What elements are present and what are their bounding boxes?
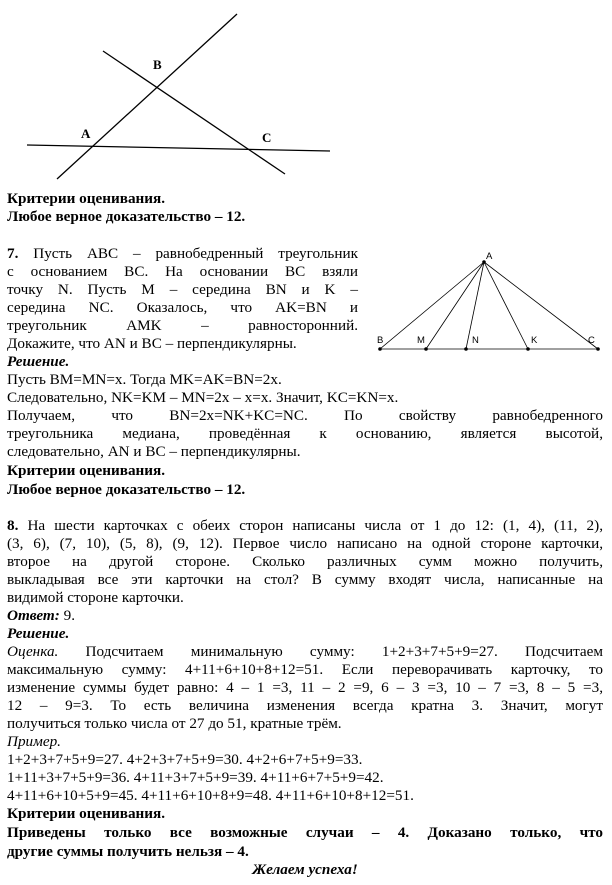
figure-triangle: [0, 245, 612, 365]
answer-label: Ответ:: [7, 607, 60, 624]
line-c: [27, 145, 330, 151]
figure-intersecting-lines: [0, 0, 612, 200]
answer-value: 9.: [59, 607, 75, 624]
criteria-text: Любое верное доказательство – 12.: [7, 481, 246, 498]
statement-line: (3, 6), (7, 10), (5, 8), (9, 12). Первое число написано на одной стороне карточки,: [7, 535, 603, 552]
solution-line: Получаем, что BN=2x=NK+KC=NC. По свойству равнобедренного: [7, 407, 603, 424]
example-line: 1+2+3+7+5+9=27. 4+2+3+7+5+9=30. 4+2+6+7+5+9=33.: [7, 751, 363, 768]
criteria-line: Приведены только все возможные случаи – 4. Доказано только, что: [7, 824, 603, 841]
statement-line: 7. Пусть ABC – равнобедренный треугольник: [7, 245, 358, 262]
label-m: M: [417, 335, 425, 346]
solution-title: Решение.: [7, 625, 70, 642]
label-a: A: [486, 251, 493, 262]
problem-number: 8.: [7, 517, 19, 534]
estimate-line: изменение суммы будет равно: 4 – 1 =3, 11 – 2 =9, 6 – 3 =3, 10 – 7 =3, 8 – 5 =3,: [7, 679, 603, 696]
closing-wish: Желаем успеха!: [252, 861, 358, 878]
label-b: B: [377, 335, 384, 346]
estimate-line: 12 – 9=3. То есть величина изменения всегда кратна 3. Значит, могут: [7, 697, 603, 714]
statement-line: выкладывая все эти карточки на стол? В сумму входят числа, написанные на: [7, 571, 603, 588]
point-label-c: C: [262, 130, 272, 145]
solution-line: Пусть BM=MN=x. Тогда MK=AK=BN=2x.: [7, 371, 282, 388]
statement-line: видимой стороне карточки.: [7, 589, 184, 606]
label-c: C: [588, 335, 595, 346]
statement-line: треугольник AMK – равносторонний.: [7, 317, 358, 334]
criteria-title: Критерии оценивания.: [7, 462, 166, 479]
point-n: [464, 347, 468, 351]
label-k: K: [531, 335, 538, 346]
estimate-label: Оценка.: [7, 643, 59, 660]
statement-line: с основанием BC. На основании BC взяли: [7, 263, 358, 280]
example-label: Пример.: [7, 733, 61, 750]
example-line: 1+11+3+7+5+9=36. 4+11+3+7+5+9=39. 4+11+6+7+5+9=42.: [7, 769, 384, 786]
problem-number: 7.: [7, 245, 19, 262]
label-n: N: [472, 335, 479, 346]
criteria-line: другие суммы получить нельзя – 4.: [7, 843, 249, 860]
point-b: [378, 347, 382, 351]
solution-line: следовательно, AN и BC – перпендикулярны.: [7, 443, 301, 460]
estimate-line: Оценка. Подсчитаем минимальную сумму: 1+2+3+7+5+9=27. Подсчитаем: [7, 643, 603, 660]
point-c: [596, 347, 600, 351]
side-ac: [484, 262, 598, 349]
criteria-title: Критерии оценивания.: [7, 190, 166, 207]
point-k: [526, 347, 530, 351]
solution-line: треугольника медиана, проведённая к основанию, является высотой,: [7, 425, 603, 442]
statement-line: второе на другой стороне. Сколько различных сумм можно получить,: [7, 553, 603, 570]
statement-line: Докажите, что AN и BC – перпендикулярны.: [7, 335, 297, 352]
point-m: [424, 347, 428, 351]
statement-line: 8. На шести карточках с обеих сторон написаны числа от 1 до 12: (1, 4), (11, 2),: [7, 517, 603, 534]
statement-line: середина NC. Оказалось, что AK=BN и: [7, 299, 358, 316]
point-label-b: B: [153, 57, 162, 72]
solution-line: Следовательно, NK=KM – MN=2x – x=x. Значит, KC=KN=x.: [7, 389, 399, 406]
example-line: 4+11+6+10+5+9=45. 4+11+6+10+8+9=48. 4+11+6+10+8+12=51.: [7, 787, 414, 804]
segment-ak: [484, 262, 528, 349]
solution-title: Решение.: [7, 353, 70, 370]
point-label-a: A: [81, 126, 91, 141]
criteria-text: Любое верное доказательство – 12.: [7, 208, 246, 225]
criteria-title: Критерии оценивания.: [7, 805, 166, 822]
answer: [7, 607, 603, 625]
line-a: [57, 14, 237, 179]
statement-line: точку N. Пусть M – середина BN и K –: [7, 281, 358, 298]
estimate-line: получиться только числа от 27 до 51, кратные трём.: [7, 715, 342, 732]
estimate-line: максимальную сумму: 4+11+6+10+8+12=51. Если переворачивать карточку, то: [7, 661, 603, 678]
